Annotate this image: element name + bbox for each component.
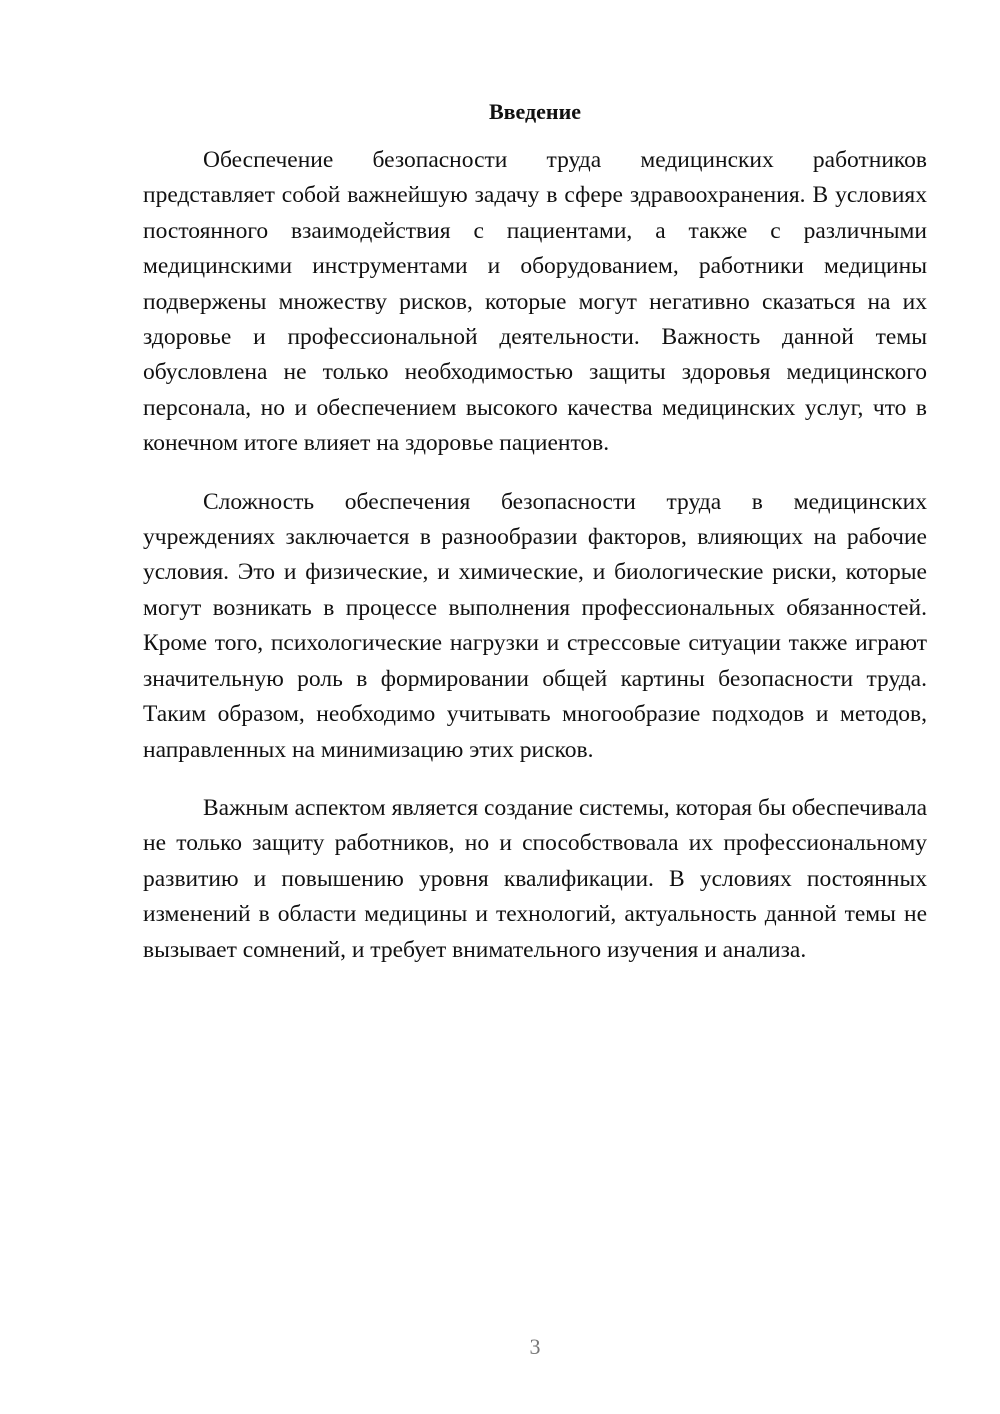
paragraph-2: Сложность обеспечения безопасности труда в медицинских учреждениях заключается в разнообразии факторов, влияющих на рабочие условия. Это и физические, и химические, и биологические риски, которые могут возникать в процессе выполнения профессиональных обязанностей. Кроме того, психологические нагрузки и стрессовые ситуации также играют значительную роль в формировании общей картины безопасности труда. Таким образом, необходимо учитывать многообразие подходов и методов, направленных на минимизацию этих рисков. xyxy=(143,488,927,763)
paragraph-3: Важным аспектом является создание системы, которая бы обеспечивала не только защиту работников, но и способствовала их профессиональному развитию и повышению уровня квалификации. В условиях постоянных изменений в области медицины и технологий, актуальность данной темы не вызывает сомнений, и требует внимательного изучения и анализа. xyxy=(143,794,927,963)
page-title: Введение xyxy=(488,99,582,124)
paragraph-1: Обеспечение безопасности труда медицинских работников представляет собой важнейшую задачу в сфере здравоохранения. В условиях постоянного взаимодействия с пациентами, а также с различными медицинскими инструментами и оборудованием, работники медицины подвержены множеству рисков, которые могут негативно сказаться на их здоровье и профессиональной деятельности. Важность данной темы обусловлена не только необходимостью защиты здоровья медицинского персонала, но и обеспечением высокого качества медицинских услуг, что в конечном итоге влияет на здоровье пациентов. xyxy=(143,147,927,457)
page-number: 3 xyxy=(529,1334,541,1359)
document-body xyxy=(143,143,927,991)
